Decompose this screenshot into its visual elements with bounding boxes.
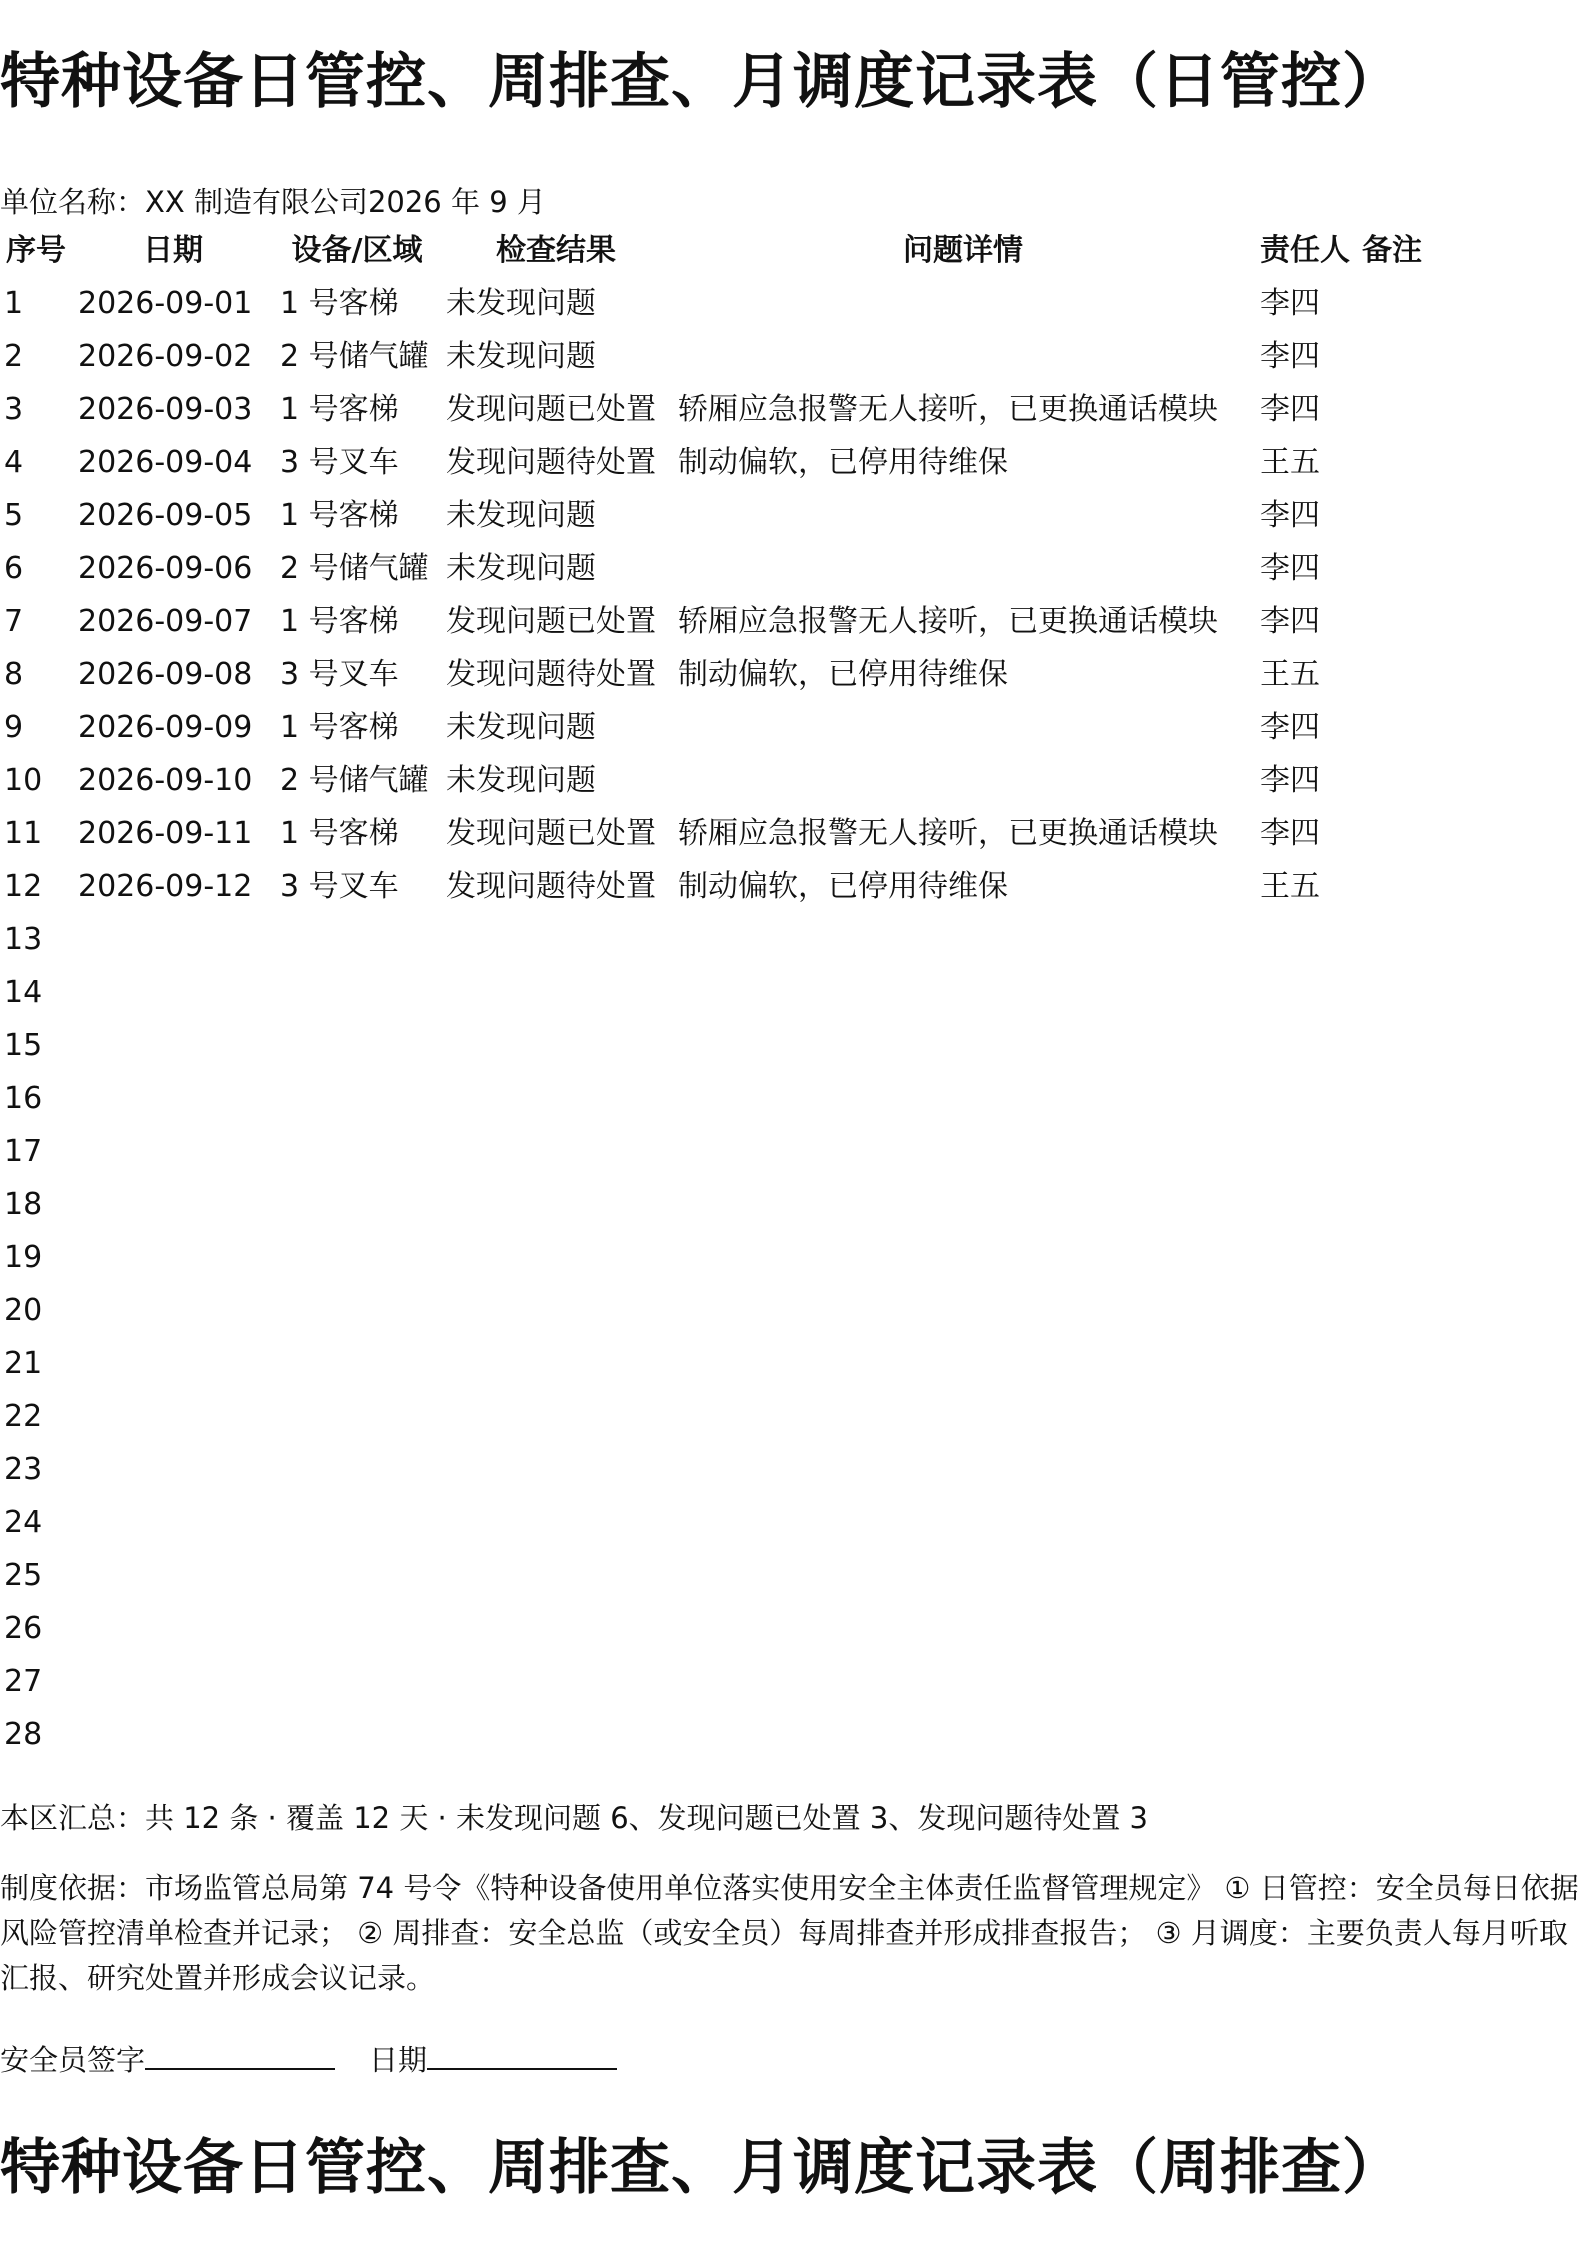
- cell-remark: [1356, 1072, 1456, 1125]
- cell-equipment: [274, 1655, 440, 1708]
- cell-remark: [1356, 754, 1456, 807]
- cell-remark: [1356, 595, 1456, 648]
- cell-person: [1254, 913, 1356, 966]
- cell-date: [72, 1390, 274, 1443]
- cell-result: 未发现问题: [446, 763, 596, 798]
- cell-seq: 11: [4, 816, 43, 851]
- cell-result: [440, 1549, 672, 1602]
- cell-equipment: [274, 1284, 440, 1337]
- cell-detail: 轿厢应急报警无人接听，已更换通话模块: [678, 392, 1218, 427]
- cell-remark: [1356, 1549, 1456, 1602]
- cell-remark: [1356, 1496, 1456, 1549]
- cell-remark: [1356, 860, 1456, 913]
- cell-result: [440, 1072, 672, 1125]
- cell-seq: 25: [4, 1558, 43, 1593]
- safety-officer-signature-field[interactable]: [145, 2038, 335, 2070]
- cell-detail: [672, 754, 1254, 807]
- cell-seq: 20: [4, 1293, 43, 1328]
- cell-date: [72, 1602, 274, 1655]
- cell-remark: [1356, 1178, 1456, 1231]
- cell-seq: 23: [4, 1452, 43, 1487]
- cell-seq: 13: [4, 922, 43, 957]
- cell-result: 未发现问题: [446, 551, 596, 586]
- cell-result: [440, 1443, 672, 1496]
- table-row: [0, 1019, 1456, 1072]
- cell-remark: [1356, 1284, 1456, 1337]
- cell-equipment: [274, 1231, 440, 1284]
- cell-remark: [1356, 436, 1456, 489]
- header-result: 检查结果: [496, 233, 616, 268]
- cell-person: 王五: [1260, 657, 1320, 692]
- cell-date: [72, 1125, 274, 1178]
- cell-seq: 17: [4, 1134, 43, 1169]
- cell-person: [1254, 1019, 1356, 1072]
- cell-remark: [1356, 913, 1456, 966]
- cell-result: [440, 1284, 672, 1337]
- cell-seq: 7: [4, 604, 24, 639]
- header-detail: 问题详情: [903, 233, 1023, 268]
- page-title-daily: 特种设备日管控、周排查、月调度记录表（日管控）: [0, 47, 1403, 117]
- cell-person: 李四: [1260, 498, 1320, 533]
- cell-equipment: [274, 1390, 440, 1443]
- table-row: [0, 807, 1456, 860]
- cell-person: [1254, 1443, 1356, 1496]
- cell-date: [72, 1549, 274, 1602]
- cell-person: [1254, 1549, 1356, 1602]
- cell-equipment: 1 号客梯: [280, 498, 399, 533]
- cell-equipment: [274, 1443, 440, 1496]
- table-row: [0, 1708, 1456, 1761]
- cell-equipment: 1 号客梯: [280, 604, 399, 639]
- table-row: [0, 489, 1456, 542]
- cell-detail: [672, 1708, 1254, 1761]
- cell-detail: [672, 1284, 1254, 1337]
- cell-date: [72, 1019, 274, 1072]
- cell-remark: [1356, 542, 1456, 595]
- cell-detail: [672, 1655, 1254, 1708]
- cell-person: [1254, 1284, 1356, 1337]
- cell-date: 2026-09-03: [78, 392, 253, 427]
- cell-seq: 12: [4, 869, 43, 904]
- cell-seq: 6: [4, 551, 24, 586]
- cell-result: [440, 1178, 672, 1231]
- cell-person: 李四: [1260, 763, 1320, 798]
- header-seq: 序号: [6, 233, 66, 268]
- cell-detail: 轿厢应急报警无人接听，已更换通话模块: [678, 604, 1218, 639]
- cell-date: [72, 966, 274, 1019]
- cell-equipment: 3 号叉车: [280, 657, 399, 692]
- cell-person: 李四: [1260, 286, 1320, 321]
- cell-detail: [672, 1337, 1254, 1390]
- cell-result: 发现问题待处置: [446, 657, 656, 692]
- cell-remark: [1356, 1125, 1456, 1178]
- table-row: [0, 754, 1456, 807]
- cell-equipment: 1 号客梯: [280, 710, 399, 745]
- cell-person: 李四: [1260, 604, 1320, 639]
- cell-seq: 9: [4, 710, 24, 745]
- cell-seq: 24: [4, 1505, 43, 1540]
- cell-date: [72, 1496, 274, 1549]
- table-row: [0, 1072, 1456, 1125]
- table-row: [0, 1125, 1456, 1178]
- cell-detail: 制动偏软，已停用待维保: [678, 657, 1008, 692]
- table-header-row: [0, 224, 1456, 277]
- cell-date: [72, 1708, 274, 1761]
- cell-seq: 26: [4, 1611, 43, 1646]
- header-equipment: 设备/区域: [291, 233, 423, 268]
- cell-result: 发现问题已处置: [446, 604, 656, 639]
- cell-equipment: [274, 1337, 440, 1390]
- cell-date: 2026-09-09: [78, 710, 253, 745]
- cell-result: 发现问题已处置: [446, 816, 656, 851]
- cell-equipment: [274, 1125, 440, 1178]
- cell-detail: [672, 1602, 1254, 1655]
- cell-equipment: [274, 1496, 440, 1549]
- cell-person: 李四: [1260, 710, 1320, 745]
- table-row: [0, 330, 1456, 383]
- cell-equipment: [274, 1019, 440, 1072]
- cell-remark: [1356, 648, 1456, 701]
- cell-seq: 28: [4, 1717, 43, 1752]
- cell-seq: 16: [4, 1081, 43, 1116]
- cell-detail: [672, 1496, 1254, 1549]
- cell-person: [1254, 1231, 1356, 1284]
- table-row: [0, 648, 1456, 701]
- cell-date: 2026-09-12: [78, 869, 253, 904]
- cell-result: [440, 1655, 672, 1708]
- table-row: [0, 1231, 1456, 1284]
- table-row: [0, 383, 1456, 436]
- cell-remark: [1356, 1337, 1456, 1390]
- cell-remark: [1356, 383, 1456, 436]
- cell-seq: 21: [4, 1346, 43, 1381]
- table-row: [0, 1443, 1456, 1496]
- cell-detail: [672, 542, 1254, 595]
- cell-remark: [1356, 489, 1456, 542]
- cell-date: 2026-09-04: [78, 445, 253, 480]
- cell-remark: [1356, 1390, 1456, 1443]
- cell-remark: [1356, 1708, 1456, 1761]
- cell-detail: 轿厢应急报警无人接听，已更换通话模块: [678, 816, 1218, 851]
- cell-result: 发现问题待处置: [446, 869, 656, 904]
- cell-equipment: [274, 966, 440, 1019]
- cell-remark: [1356, 1655, 1456, 1708]
- cell-equipment: 1 号客梯: [280, 286, 399, 321]
- cell-date: [72, 1072, 274, 1125]
- cell-person: [1254, 1496, 1356, 1549]
- cell-remark: [1356, 966, 1456, 1019]
- cell-remark: [1356, 277, 1456, 330]
- cell-equipment: [274, 1072, 440, 1125]
- table-row: [0, 277, 1456, 330]
- cell-person: 李四: [1260, 392, 1320, 427]
- cell-person: [1254, 1125, 1356, 1178]
- cell-result: [440, 1496, 672, 1549]
- cell-equipment: 3 号叉车: [280, 445, 399, 480]
- cell-seq: 3: [4, 392, 24, 427]
- cell-detail: [672, 1231, 1254, 1284]
- cell-person: 王五: [1260, 445, 1320, 480]
- cell-detail: [672, 1443, 1254, 1496]
- cell-date: [72, 1178, 274, 1231]
- cell-detail: 制动偏软，已停用待维保: [678, 445, 1008, 480]
- table-row: [0, 542, 1456, 595]
- cell-person: 李四: [1260, 816, 1320, 851]
- cell-equipment: 2 号储气罐: [280, 339, 429, 374]
- cell-seq: 10: [4, 763, 43, 798]
- cell-detail: [672, 1390, 1254, 1443]
- cell-date: [72, 1443, 274, 1496]
- cell-equipment: 3 号叉车: [280, 869, 399, 904]
- cell-person: 李四: [1260, 551, 1320, 586]
- cell-result: 发现问题已处置: [446, 392, 656, 427]
- cell-equipment: 1 号客梯: [280, 392, 399, 427]
- cell-person: [1254, 1178, 1356, 1231]
- cell-person: [1254, 1602, 1356, 1655]
- cell-remark: [1356, 1443, 1456, 1496]
- table-row: [0, 913, 1456, 966]
- signature-row: [0, 2038, 617, 2079]
- cell-person: [1254, 1390, 1356, 1443]
- cell-detail: [672, 701, 1254, 754]
- header-remark: 备注: [1362, 233, 1422, 268]
- cell-seq: 15: [4, 1028, 43, 1063]
- table-row: [0, 1602, 1456, 1655]
- cell-equipment: 2 号储气罐: [280, 763, 429, 798]
- cell-result: [440, 913, 672, 966]
- cell-date: [72, 1655, 274, 1708]
- cell-result: [440, 1125, 672, 1178]
- cell-seq: 5: [4, 498, 24, 533]
- cell-seq: 4: [4, 445, 24, 480]
- cell-date: [72, 1231, 274, 1284]
- table-row: [0, 1337, 1456, 1390]
- cell-date: 2026-09-06: [78, 551, 253, 586]
- sign-date-label: 日期: [369, 2043, 428, 2077]
- table-row: [0, 1496, 1456, 1549]
- cell-seq: 14: [4, 975, 43, 1010]
- table-row: [0, 1284, 1456, 1337]
- cell-remark: [1356, 1602, 1456, 1655]
- cell-result: 发现问题待处置: [446, 445, 656, 480]
- cell-date: [72, 1337, 274, 1390]
- cell-date: 2026-09-07: [78, 604, 253, 639]
- cell-detail: 制动偏软，已停用待维保: [678, 869, 1008, 904]
- cell-detail: [672, 913, 1254, 966]
- table-row: [0, 860, 1456, 913]
- cell-date: 2026-09-10: [78, 763, 253, 798]
- cell-result: [440, 1602, 672, 1655]
- table-row: [0, 595, 1456, 648]
- cell-result: [440, 1019, 672, 1072]
- cell-date: [72, 913, 274, 966]
- cell-person: [1254, 966, 1356, 1019]
- cell-result: [440, 1708, 672, 1761]
- cell-seq: 1: [4, 286, 24, 321]
- cell-remark: [1356, 1019, 1456, 1072]
- table-row: [0, 1549, 1456, 1602]
- unit-name-line: 单位名称：XX 制造有限公司2026 年 9 月: [0, 185, 546, 219]
- cell-result: [440, 1231, 672, 1284]
- cell-detail: [672, 277, 1254, 330]
- cell-seq: 22: [4, 1399, 43, 1434]
- cell-result: 未发现问题: [446, 286, 596, 321]
- cell-person: [1254, 1072, 1356, 1125]
- summary-line: 本区汇总：共 12 条 · 覆盖 12 天 · 未发现问题 6、发现问题已处置 3、发现问题待处置 3: [0, 1801, 1148, 1835]
- cell-person: [1254, 1655, 1356, 1708]
- safety-officer-label: 安全员签字: [0, 2043, 146, 2077]
- cell-equipment: 2 号储气罐: [280, 551, 429, 586]
- cell-detail: [672, 1178, 1254, 1231]
- cell-seq: 8: [4, 657, 24, 692]
- table-body: [0, 277, 1456, 1761]
- cell-equipment: [274, 1708, 440, 1761]
- table-row: [0, 701, 1456, 754]
- cell-date: [72, 1284, 274, 1337]
- cell-result: 未发现问题: [446, 710, 596, 745]
- regulation-basis: 制度依据：市场监管总局第 74 号令《特种设备使用单位落实使用安全主体责任监督管理规定》 ① 日管控：安全员每日依据风险管控清单检查并记录； ② 周排查：安全总监（或安全员）每周排查并形成排查报告； ③ 月调度：主要负责人每月听取汇报、研究处置并形成会议记录。: [0, 1871, 1579, 1995]
- cell-detail: [672, 1549, 1254, 1602]
- cell-seq: 2: [4, 339, 24, 374]
- cell-seq: 19: [4, 1240, 43, 1275]
- cell-remark: [1356, 330, 1456, 383]
- header-date: 日期: [143, 233, 203, 268]
- cell-person: 王五: [1260, 869, 1320, 904]
- cell-date: 2026-09-02: [78, 339, 253, 374]
- cell-remark: [1356, 701, 1456, 754]
- cell-result: 未发现问题: [446, 498, 596, 533]
- cell-seq: 18: [4, 1187, 43, 1222]
- header-person: 责任人: [1260, 233, 1350, 268]
- cell-result: [440, 1390, 672, 1443]
- cell-detail: [672, 330, 1254, 383]
- cell-date: 2026-09-01: [78, 286, 253, 321]
- cell-date: 2026-09-05: [78, 498, 253, 533]
- table-row: [0, 1655, 1456, 1708]
- cell-remark: [1356, 807, 1456, 860]
- cell-date: 2026-09-08: [78, 657, 253, 692]
- cell-equipment: [274, 1178, 440, 1231]
- cell-person: [1254, 1708, 1356, 1761]
- cell-person: [1254, 1337, 1356, 1390]
- cell-result: [440, 966, 672, 1019]
- cell-detail: [672, 966, 1254, 1019]
- cell-remark: [1356, 1231, 1456, 1284]
- cell-result: 未发现问题: [446, 339, 596, 374]
- cell-seq: 27: [4, 1664, 43, 1699]
- table-row: [0, 1178, 1456, 1231]
- sign-date-field[interactable]: [427, 2038, 617, 2070]
- table-row: [0, 436, 1456, 489]
- cell-equipment: [274, 913, 440, 966]
- cell-person: 李四: [1260, 339, 1320, 374]
- table-row: [0, 1390, 1456, 1443]
- cell-detail: [672, 489, 1254, 542]
- cell-result: [440, 1337, 672, 1390]
- daily-log-table: [0, 224, 1456, 1761]
- page-title-weekly: 特种设备日管控、周排查、月调度记录表（周排查）: [0, 2133, 1403, 2203]
- cell-detail: [672, 1125, 1254, 1178]
- cell-equipment: [274, 1602, 440, 1655]
- cell-date: 2026-09-11: [78, 816, 253, 851]
- cell-equipment: [274, 1549, 440, 1602]
- cell-equipment: 1 号客梯: [280, 816, 399, 851]
- table-row: [0, 966, 1456, 1019]
- cell-detail: [672, 1072, 1254, 1125]
- cell-detail: [672, 1019, 1254, 1072]
